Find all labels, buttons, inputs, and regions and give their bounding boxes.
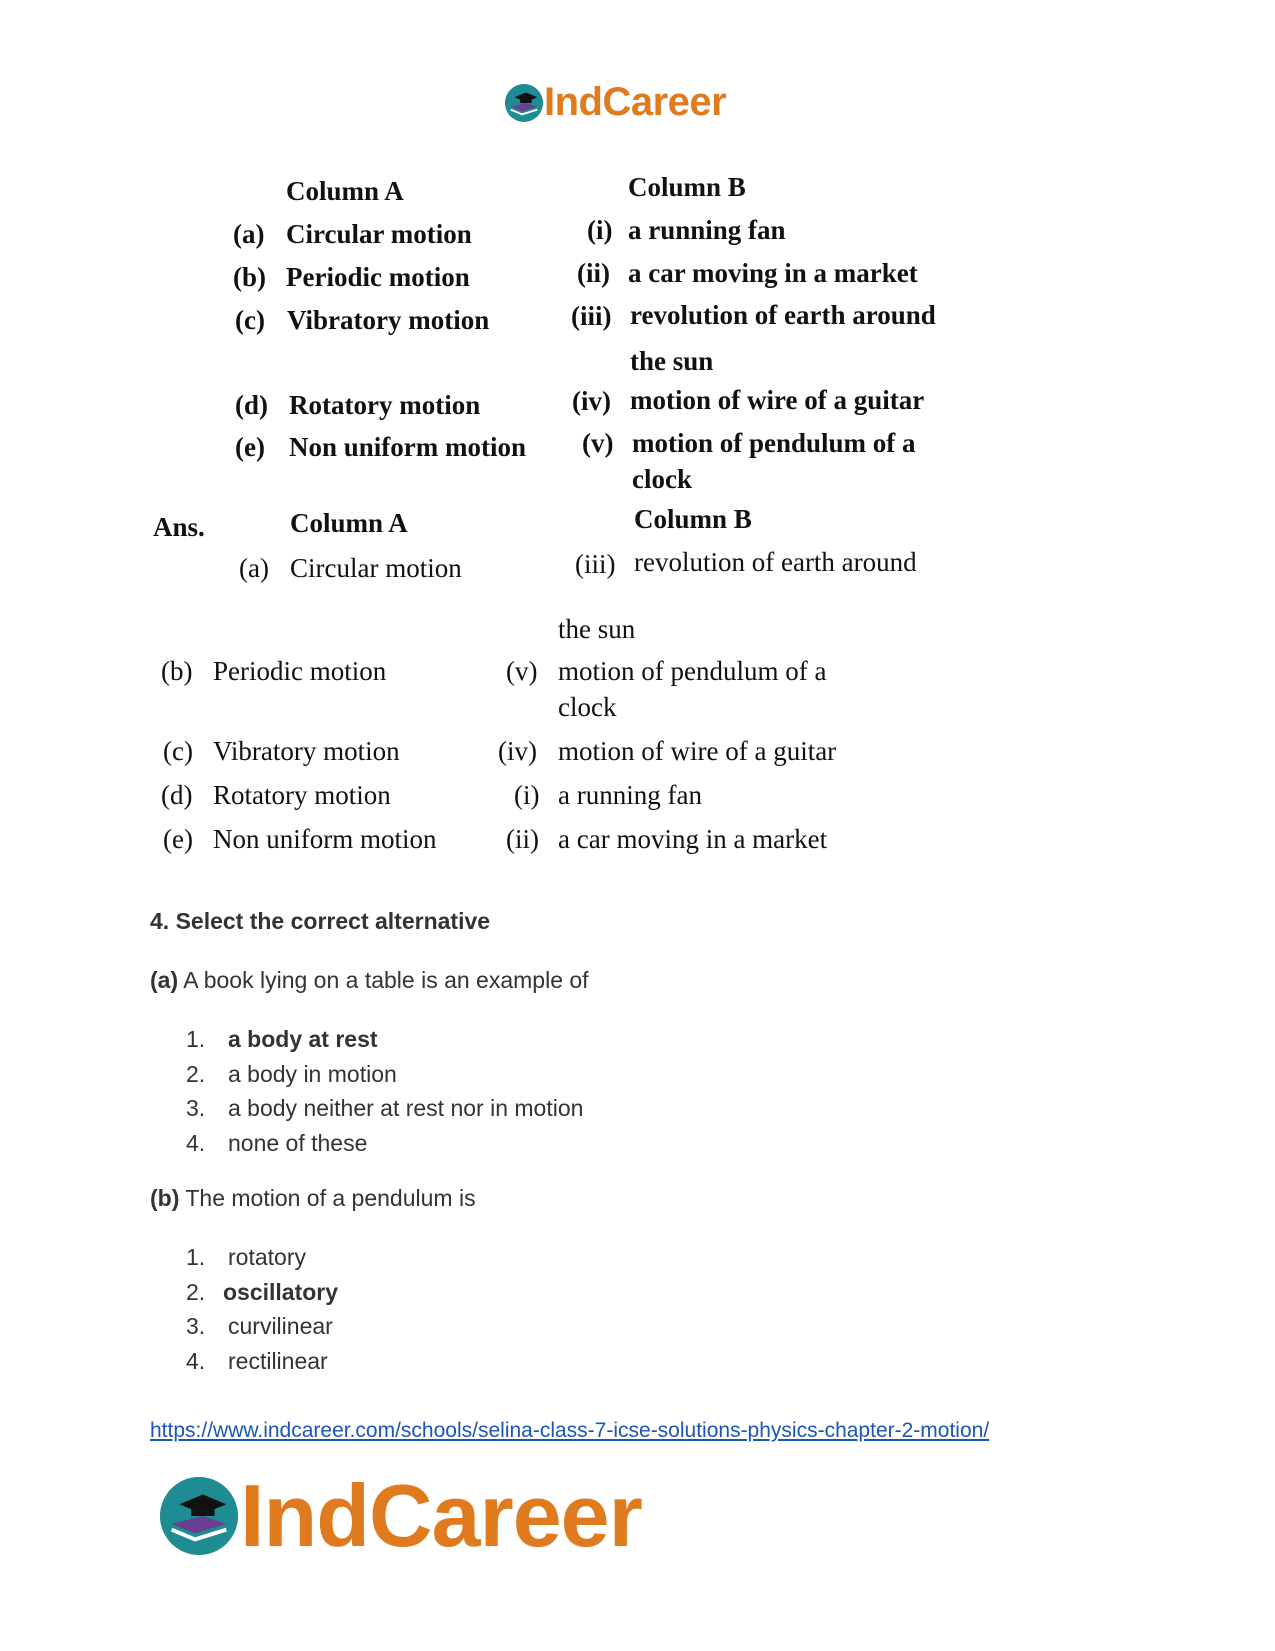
row-label: (e) (235, 432, 265, 462)
row-label: (i) (587, 215, 613, 245)
options-list-b (186, 1240, 338, 1378)
row-text: Non uniform motion (213, 824, 437, 854)
row-label: (ii) (506, 824, 539, 854)
row-label: (e) (163, 824, 193, 854)
row-label: (v) (582, 428, 614, 458)
brand-name: IndCareer (544, 80, 727, 124)
row-label: (iii) (571, 301, 612, 331)
source-link[interactable]: https://www.indcareer.com/schools/selina-class-7-icse-solutions-physics-chapter-2-motion/ (150, 1419, 990, 1442)
question-text: The motion of a pendulum is (185, 1185, 476, 1211)
option-text: a body in motion (228, 1060, 397, 1087)
row-text: motion of wire of a guitar (558, 736, 837, 766)
option-item: 4. none of these (186, 1129, 368, 1156)
row-text: Vibratory motion (287, 305, 490, 335)
question-label: (a) (150, 967, 179, 993)
option-text: none of these (228, 1129, 368, 1156)
row-text: Circular motion (286, 219, 472, 249)
row-text: Rotatory motion (289, 390, 481, 420)
indcareer-logo-top (505, 80, 726, 125)
option-text-correct: a body at rest (228, 1026, 378, 1052)
column-b-header: Column B (634, 504, 752, 534)
option-item: 1. rotatory (186, 1244, 306, 1270)
row-text: Vibratory motion (213, 736, 400, 766)
row-label: (ii) (577, 258, 610, 288)
row-label: (c) (235, 305, 265, 335)
row-text: a running fan (628, 215, 786, 245)
column-a-header: Column A (290, 508, 408, 538)
answer-label: Ans. (153, 512, 205, 542)
row-label: (iv) (498, 736, 537, 766)
indcareer-logo-bottom (160, 1465, 642, 1567)
question-label: (b) (150, 1185, 180, 1211)
row-label: (iii) (575, 549, 616, 579)
row-label: (v) (506, 656, 538, 686)
row-text-continued: the sun (630, 346, 714, 376)
option-text: rotatory (228, 1244, 306, 1270)
column-b-header: Column B (628, 172, 746, 202)
question-text: A book lying on a table is an example of (183, 967, 589, 993)
question-a (150, 967, 589, 994)
row-label: (b) (161, 656, 193, 686)
row-text: Periodic motion (213, 656, 387, 686)
row-text-continued: the sun (558, 614, 636, 644)
row-text: Non uniform motion (289, 432, 527, 462)
row-label: (a) (233, 219, 265, 249)
row-label: (i) (514, 780, 540, 810)
brand-name: IndCareer (240, 1466, 642, 1565)
option-item: 2. a body in motion (186, 1060, 397, 1087)
row-label: (d) (235, 390, 268, 420)
graduation-cap-book-icon (160, 1477, 238, 1555)
row-text: revolution of earth around (630, 300, 936, 330)
graduation-cap-book-icon (505, 84, 543, 122)
question-b (150, 1185, 476, 1212)
option-item: 3. curvilinear (186, 1313, 333, 1339)
option-text: rectilinear (228, 1347, 328, 1374)
option-item: 4. rectilinear (186, 1347, 328, 1374)
row-text: a running fan (558, 780, 702, 810)
row-text: a car moving in a market (628, 258, 918, 288)
row-text: motion of pendulum of a (632, 428, 916, 458)
option-text-correct: oscillatory (223, 1278, 339, 1305)
row-text: motion of pendulum of a (558, 656, 827, 686)
option-text: curvilinear (228, 1313, 333, 1339)
row-text: Rotatory motion (213, 780, 391, 810)
row-text: a car moving in a market (558, 824, 828, 854)
row-label: (b) (233, 262, 266, 292)
section-heading: 4. Select the correct alternative (150, 908, 491, 934)
option-item: 2. oscillatory (186, 1278, 339, 1305)
row-text-continued: clock (632, 464, 692, 494)
option-item: 1. a body at rest (186, 1026, 378, 1052)
row-label: (c) (163, 736, 193, 766)
column-a-header: Column A (286, 176, 404, 206)
row-text: motion of wire of a guitar (630, 385, 925, 415)
row-label: (d) (161, 780, 193, 810)
options-list-a (186, 1022, 583, 1160)
row-text-continued: clock (558, 692, 617, 722)
option-text: a body neither at rest nor in motion (228, 1095, 584, 1121)
row-text: revolution of earth around (634, 547, 917, 577)
row-text: Periodic motion (286, 262, 470, 292)
row-label: (iv) (572, 386, 611, 416)
row-label: (a) (239, 553, 269, 583)
row-text: Circular motion (290, 553, 462, 583)
option-item: 3. a body neither at rest nor in motion (186, 1095, 584, 1121)
